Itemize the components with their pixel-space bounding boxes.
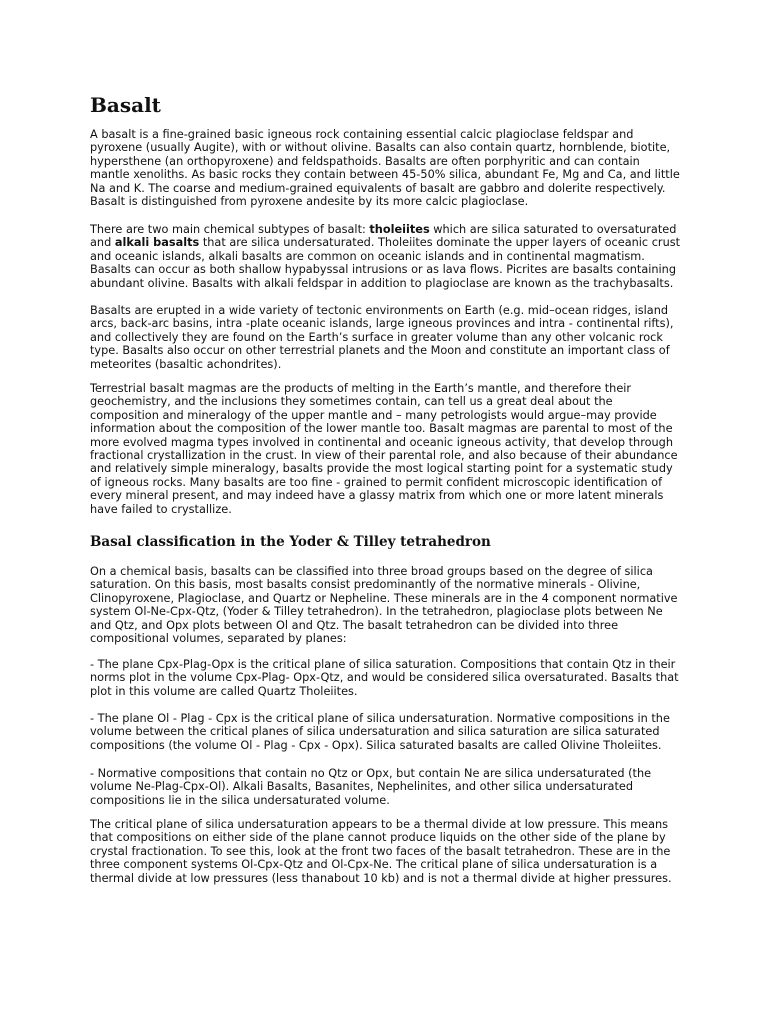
intro-paragraph-3: Basalts are erupted in a wide variety of tectonic environments on Earth (e.g. mid–ocean ridges, island arcs, back-arc basins, intra -plate oceanic islands, large igneous provinces and intra - continental rifts), and collectively they are found on the Earth’s surface in greater volume than any other volcanic rock type. Basalts also occur on other terrestrial planets and the Moon and constitute an important class of meteorites (basaltic achondrites). — [90, 304, 674, 371]
intro-paragraph-2: There are two main chemical subtypes of basalt: tholeiites which are silica saturated to oversaturated and alkali basalts that are silica undersaturated. Tholeiites dominate the upper layers of oceanic crust and oceanic islands, alkali basalts are common on oceanic islands and in continental magmatism. Basalts can occur as both shallow hypabyssal intrusions or as lava flows. Picrites are basalts containing abundant olivine. Basalts with alkali feldspar in addition to plagioclase are known as the trachybasalts. — [90, 223, 681, 290]
page-title: Basalt — [90, 93, 161, 117]
intro-paragraph-1: A basalt is a fine-grained basic igneous rock containing essential calcic plagioclase feldspar and pyroxene (usually Augite), with or without olivine. Basalts can also contain quartz, hornblende, biotite, hypersthene (an orthopyroxene) and feldspathoids. Basalts are often porphyritic and can contain mantle xenoliths. As basic rocks they contain between 45-50% silica, abundant Fe, Mg and Ca, and little Na and K. The coarse and medium-grained equivalents of basalt are gabbro and dolerite respectively. Basalt is distinguished from pyroxene andesite by its more calcic plagioclase. — [90, 128, 680, 209]
section-paragraph-5: The critical plane of silica undersaturation appears to be a thermal divide at low pressure. This means that compositions on either side of the plane cannot produce liquids on the other side of the plane by crystal fractionation. To see this, look at the front two faces of the basalt tetrahedron. These are in the three component systems Ol-Cpx-Qtz and Ol-Cpx-Ne. The critical plane of silica undersaturation is a thermal divide at low pressures (less thanabout 10 kb) and is not a thermal divide at higher pressures. — [90, 818, 672, 885]
term-alkali-basalts: alkali basalts — [114, 236, 200, 250]
section-paragraph-4: - Normative compositions that contain no Qtz or Opx, but contain Ne are silica undersaturated (the volume Ne-Plag-Cpx-Ol). Alkali Basalts, Basanites, Nephelinites, and other silica undersaturated compositions lie in the silica undersaturated volume. — [90, 767, 652, 807]
section-heading: Basal classification in the Yoder & Tilley tetrahedron — [90, 534, 491, 550]
section-paragraph-1: On a chemical basis, basalts can be classified into three broad groups based on the degree of silica saturation. On this basis, most basalts consist predominantly of the normative minerals - Olivine, Clinopyroxene, Plagioclase, and Quartz or Nepheline. These minerals are in the 4 component normative system Ol-Ne-Cpx-Qtz, (Yoder & Tilley tetrahedron). In the tetrahedron, plagioclase plots between Ne and Qtz, and Opx plots between Ol and Qtz. The basalt tetrahedron can be divided into three compositional volumes, separated by planes: — [90, 565, 678, 646]
section-paragraph-2: - The plane Cpx-Plag-Opx is the critical plane of silica saturation. Compositions that contain Qtz in their norms plot in the volume Cpx-Plag- Opx-Qtz, and would be considered silica oversaturated. Basalts that plot in this volume are called Quartz Tholeiites. — [90, 658, 679, 698]
intro-paragraph-4: Terrestrial basalt magmas are the products of melting in the Earth’s mantle, and therefore their geochemistry, and the inclusions they sometimes contain, can tell us a great deal about the composition and mineralogy of the upper mantle and – many petrologists would argue–may provide information about the composition of the lower mantle too. Basalt magmas are parental to most of the more evolved magma types involved in continental and oceanic igneous activity, that develop through fractional crystallization in the crust. In view of their parental role, and also because of their abundance and relatively simple mineralogy, basalts provide the most logical starting point for a systematic study of igneous rocks. Many basalts are too fine - grained to permit confident microscopic identification of every mineral present, and may indeed have a glassy matrix from which one or more latent minerals have failed to crystallize. — [90, 382, 678, 516]
term-tholeiites: tholeiites — [369, 223, 430, 236]
section-paragraph-3: - The plane Ol - Plag - Cpx is the critical plane of silica undersaturation. Normative compositions in the volume between the critical planes of silica undersaturation and silica saturation are silica saturated compositions (the volume Ol - Plag - Cpx - Opx). Silica saturated basalts are called Olivine Tholeiites. — [90, 712, 670, 752]
